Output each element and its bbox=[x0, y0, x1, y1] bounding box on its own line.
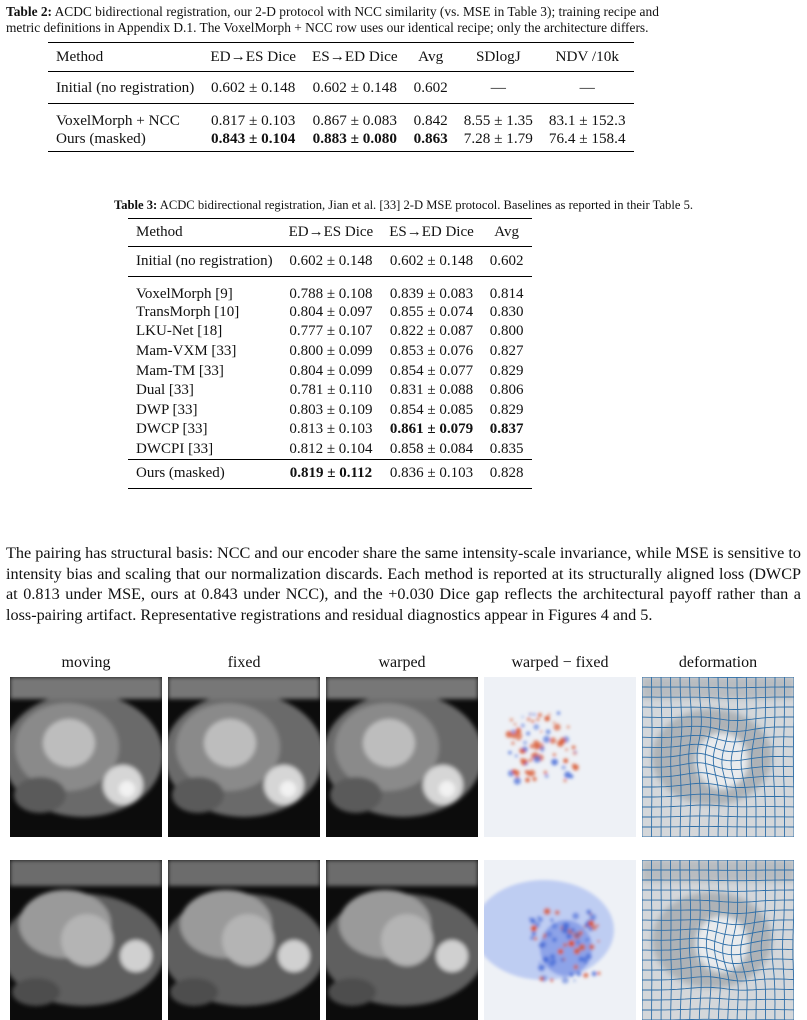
figure-panel-diff-row1 bbox=[484, 677, 636, 837]
table3-row: TransMorph [10] 0.804 ± 0.097 0.855 ± 0.074 0.830 bbox=[136, 303, 524, 320]
table3-row: LKU-Net [18] 0.777 ± 0.107 0.822 ± 0.087 0.800 bbox=[136, 323, 524, 340]
table3-row: DWP [33] 0.803 ± 0.109 0.854 ± 0.085 0.829 bbox=[136, 401, 524, 418]
figure-panel-fixed-row2 bbox=[168, 860, 320, 1020]
table3-caption-label: Table 3: bbox=[113, 198, 158, 212]
figure-panel-fixed-row1 bbox=[168, 677, 320, 837]
table2-header-avg: Avg bbox=[418, 48, 444, 65]
table2-row-voxelmorph: VoxelMorph + NCC 0.817 ± 0.103 0.867 ± 0.083 0.842 8.55 ± 1.35 83.1 ± 152.3 bbox=[48, 104, 634, 130]
table3-row: Mam-VXM [33] 0.800 ± 0.099 0.853 ± 0.076 0.827 bbox=[136, 342, 524, 359]
table3-header-method: Method bbox=[136, 224, 183, 240]
figure-panel-warped-row2 bbox=[326, 860, 478, 1020]
figure-panel-deformation-row2 bbox=[642, 860, 794, 1020]
table2-header-esed: ES→ED Dice bbox=[311, 48, 398, 65]
figure-panel-warped-row1 bbox=[326, 677, 478, 837]
figure-title-moving: moving bbox=[61, 654, 111, 671]
table3-header-edes: ED→ES Dice bbox=[288, 224, 374, 240]
table3-row: Dual [33] 0.781 ± 0.110 0.831 ± 0.088 0.806 bbox=[136, 382, 524, 399]
table2-row-ours: Ours (masked) 0.843 ± 0.104 0.883 ± 0.080 0.863 7.28 ± 1.79 76.4 ± 158.4 bbox=[48, 130, 634, 152]
table3-baselines bbox=[128, 277, 532, 460]
table2-header-sdlogj: SDlogJ bbox=[475, 48, 521, 65]
table2-header-method: Method bbox=[56, 48, 104, 65]
table3 bbox=[128, 218, 532, 489]
table2-caption bbox=[6, 4, 804, 35]
table2-caption-line1: Table 2: ACDC bidirectional registration, our 2-D protocol with NCC similarity (vs. MSE in Table 3); training recipe and bbox=[6, 4, 659, 19]
table3-row: VoxelMorph [9] 0.788 ± 0.108 0.839 ± 0.083 0.814 bbox=[136, 285, 524, 302]
table2-caption-line2: metric definitions in Appendix D.1. The VoxelMorph + NCC row uses our identical recipe; only the architecture differs. bbox=[6, 19, 649, 35]
table3-row: DWCPI [33] 0.812 ± 0.104 0.858 ± 0.084 0.835 bbox=[136, 440, 524, 457]
table2-header-edes: ED→ES Dice bbox=[210, 48, 296, 65]
table2-header-ndv: NDV /10k bbox=[555, 48, 619, 65]
table2-caption-label: Table 2: bbox=[6, 4, 53, 19]
table3-row: DWCP [33] 0.813 ± 0.103 0.861 ± 0.079 0.837 bbox=[136, 421, 524, 438]
figure-title-diff: warped − fixed bbox=[511, 654, 609, 671]
table3-caption: Table 3: ACDC bidirectional registration, Jian et al. [33] 2-D MSE protocol. Baselines as reported in their Table 5. bbox=[113, 198, 694, 212]
figure-panel-moving-row2 bbox=[10, 860, 162, 1020]
table3-row-initial: Initial (no registration) 0.602 ± 0.148 0.602 ± 0.148 0.602 bbox=[128, 247, 532, 277]
figure-panel-diff-row2 bbox=[484, 860, 636, 1020]
figure-title-fixed: fixed bbox=[227, 654, 261, 671]
figure-panel-moving-row1 bbox=[10, 677, 162, 837]
body-paragraph: The pairing has structural basis: NCC and our encoder share the same intensity-scale invariance, while MSE is sensitive to intensity bias and scaling that our normalization discards. Each method is reported at its structurally aligned loss (DWCP at 0.813 under MSE, ours at 0.843 under NCC), and the +0.030 Dice gap reflects the architectural payoff rather than a loss-pairing artifact. Representative registrations and residual diagnostics appear in Figures 4 and 5. bbox=[6, 544, 801, 624]
table3-header-row bbox=[128, 219, 532, 247]
table2-header-row bbox=[48, 43, 634, 72]
figure-title-warped: warped bbox=[378, 654, 426, 671]
table3-row: Mam-TM [33] 0.804 ± 0.099 0.854 ± 0.077 0.829 bbox=[136, 362, 524, 379]
table3-header-avg: Avg bbox=[494, 224, 520, 240]
figure-title-deformation: deformation bbox=[678, 654, 758, 671]
table2 bbox=[48, 42, 634, 152]
figure-panel-deformation-row1 bbox=[642, 677, 794, 837]
table3-row-ours: Ours (masked) 0.819 ± 0.112 0.836 ± 0.103 0.828 bbox=[128, 459, 532, 488]
table3-header-esed: ES→ED Dice bbox=[389, 224, 474, 240]
table2-row-initial: Initial (no registration) 0.602 ± 0.148 0.602 ± 0.148 0.602 — — bbox=[48, 72, 634, 104]
